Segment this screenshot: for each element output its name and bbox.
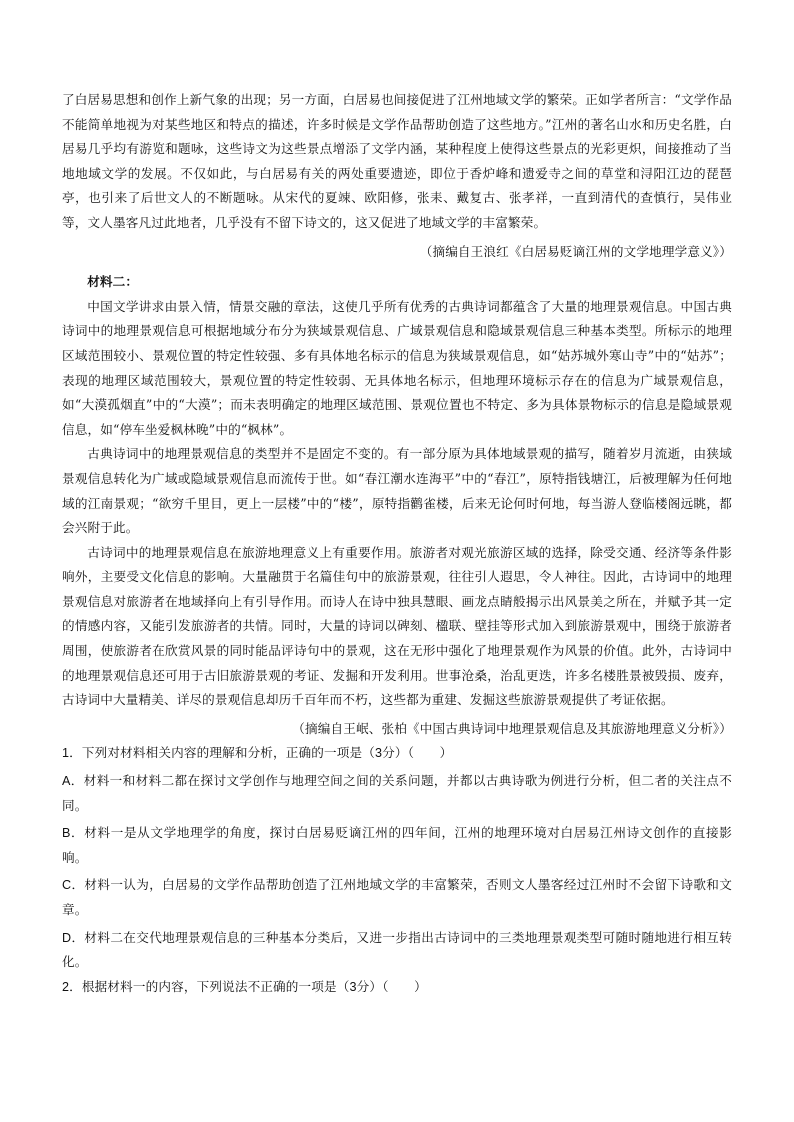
question1-option-d: D．材料二在交代地理景观信息的三种基本分类后，又进一步指出古诗词中的三类地理景观类型可随时随地进行相互转化。: [62, 930, 732, 970]
question1-stem: 1．下列对材料相关内容的理解和分析，正确的一项是（3分）（ ）: [62, 746, 453, 761]
material2-paragraph-3: 古诗词中的地理景观信息在旅游地理意义上有重要作用。旅游者对观光旅游区域的选择，除受交通、经济等条件影响外，主要受文化信息的影响。大量融贯于名篇佳句中的旅游景观，往往引人遐思，令人神往。因此，古诗词中的地理景观信息对旅游者在地域择向上有引导作用。而诗人在诗中独具慧眼、画龙点睛般揭示出风景美之所在，并赋予其一定的情感内容，又能引发旅游者的共情。同时，大量的诗词以碑刻、楹联、壁挂等形式加入到旅游景观中，围绕于旅游者周围，使旅游者在欣赏风景的同时能品评诗句中的景观，这在无形中强化了地理景观作为风景的价值。此外，古诗词中的地理景观信息还可用于古旧旅游景观的考证、发掘和开发利用。世事沧桑，治乱更迭，许多名楼胜景被毁损、废弃，古诗词中大量精美、详尽的景观信息却历千百年而不朽，这些都为重建、发掘这些旅游景观提供了考证依据。: [62, 544, 732, 708]
material2-paragraph-1: 中国文学讲求由景入情，情景交融的章法，这使几乎所有优秀的古典诗词都蕴含了大量的地理景观信息。中国古典诗词中的地理景观信息可根据地域分布分为狭域景观信息、广域景观信息和隐域景观信息三种基本类型。所标示的地理区域范围较小、景观位置的特定性较强、多有具体地名标示的信息为狭域景观信息，如“姑苏城外寒山寺”中的“姑苏”；表现的地理区域范围较大，景观位置的特定性较弱、无具体地名标示，但地理环境标示存在的信息为广域景观信息，如“大漠孤烟直”中的“大漠”；而未表明确定的地理区域范围、景观位置也不特定、多为具体景物标示的信息是隐域景观信息，如“停车坐爱枫林晚”中的“枫林”。: [62, 298, 732, 437]
question1-option-c: C．材料一认为，白居易的文学作品帮助创造了江州地域文学的丰富繁荣，否则文人墨客经过江州时不会留下诗歌和文章。: [62, 878, 732, 917]
question1-option-b: B．材料一是从文学地理学的角度，探讨白居易贬谪江州的四年间，江州的地理环境对白居易江州诗文创作的直接影响。: [62, 826, 732, 865]
material2-source: （摘编自王岷、张柏《中国古典诗词中地理景观信息及其旅游地理意义分析》）: [292, 720, 732, 736]
question1-option-a: A．材料一和材料二都在探讨文学创作与地理空间之间的关系问题，并都以古典诗歌为例进行分析，但二者的关注点不同。: [62, 774, 732, 813]
question2-stem: 2．根据材料一的内容，下列说法不正确的一项是（3分）（ ）: [62, 979, 427, 994]
exam-page: [62, 88, 732, 999]
material2-heading: 材料二：: [87, 274, 139, 290]
material1-tail-paragraph: 了白居易思想和创作上新气象的出现；另一方面，白居易也间接促进了江州地域文学的繁荣。正如学者所言：“文学作品不能简单地视为对某些地区和特点的描述，许多时候是文学作品帮助创造了这些地方。”江州的著名山水和历史名胜，白居易几乎均有游览和题咏，这些诗文为这些景点增添了文学内涵，某种程度上使得这些景点的光彩更炽，间接推动了当地地域文学的发展。不仅如此，与白居易有关的两处重要遗迹，即位于香炉峰和遗爱寺之间的草堂和浔阳江边的琵琶亭，也引来了后世文人的不断题咏。从宋代的夏竦、欧阳修，张耒、戴复古、张孝祥，一直到清代的查慎行，吴伟业等，文人墨客凡过此地者，几乎没有不留下诗文的，这又促进了地域文学的丰富繁荣。: [62, 92, 732, 230]
material2-paragraph-2: 古典诗词中的地理景观信息的类型并不是固定不变的。有一部分原为具体地域景观的描写，随着岁月流逝，由狭域景观信息转化为广域或隐域景观信息而流传于世。如“春江潮水连海平”中的“春江”，原特指钱塘江，后被理解为任何地域的江南景观；“欲穷千里目，更上一层楼”中的“楼”，原特指鹳雀楼，后来无论何时何地，每当游人登临楼阁远眺，都会兴附于此。: [62, 446, 732, 536]
material1-source: （摘编自王浪红《白居易贬谪江州的文学地理学意义》）: [419, 243, 732, 259]
